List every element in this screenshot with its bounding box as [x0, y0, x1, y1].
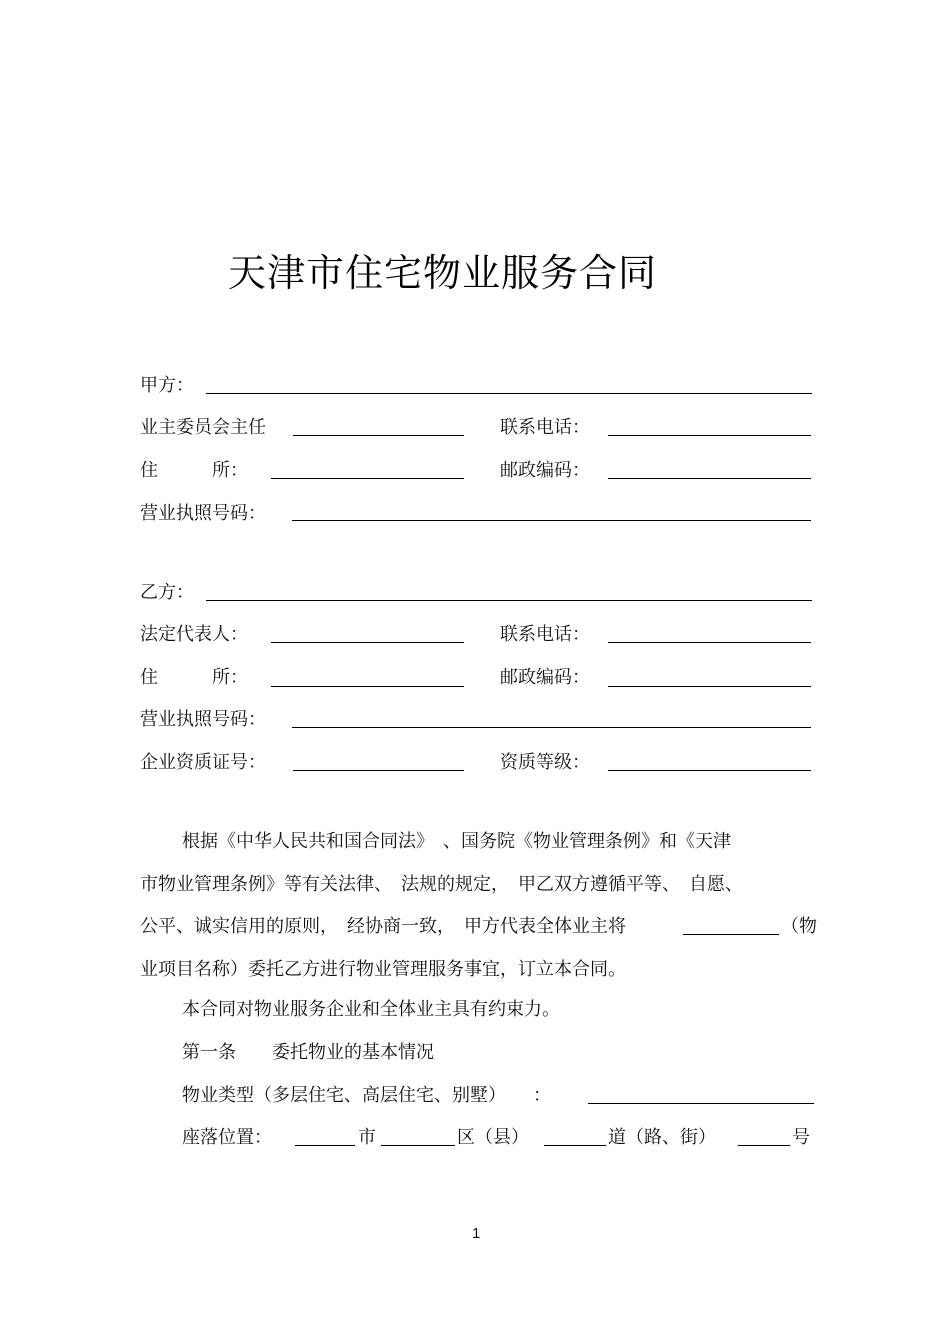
article-heading: 第一条 委托物业的基本情况	[182, 1042, 434, 1063]
body-paragraph-line: 市物业管理条例》等有关法律、 法规的规定， 甲乙双方遵循平等、 自愿、	[140, 874, 743, 895]
party-b-legal-rep-field[interactable]	[271, 642, 464, 643]
district-label: 区（县）	[457, 1127, 529, 1148]
party-b-cert-label: 企业资质证号：	[140, 752, 266, 773]
party-a-license-label: 营业执照号码：	[140, 503, 266, 524]
number-field[interactable]	[738, 1145, 790, 1146]
road-label: 道（路、街）	[608, 1127, 716, 1148]
party-a-label: 甲方：	[140, 375, 194, 396]
party-a-phone-label: 联系电话：	[500, 417, 590, 438]
body-paragraph: 本合同对物业服务企业和全体业主具有约束力。	[182, 999, 560, 1020]
city-label: 市	[358, 1127, 376, 1148]
party-a-chair-field[interactable]	[293, 435, 464, 436]
document-title: 天津市住宅物业服务合同	[228, 251, 658, 295]
party-a-address-label: 住 所：	[140, 460, 248, 481]
party-b-postcode-label: 邮政编码：	[500, 667, 590, 688]
city-field[interactable]	[295, 1145, 355, 1146]
party-b-field[interactable]	[206, 600, 812, 601]
number-label: 号	[792, 1127, 810, 1148]
party-b-address-field[interactable]	[271, 686, 464, 687]
party-b-grade-field[interactable]	[608, 770, 811, 771]
party-b-phone-field[interactable]	[608, 642, 811, 643]
party-b-label: 乙方：	[140, 582, 194, 603]
party-b-cert-field[interactable]	[293, 770, 464, 771]
party-b-legal-rep-label: 法定代表人：	[140, 624, 248, 645]
party-b-license-label: 营业执照号码：	[140, 709, 266, 730]
party-a-license-field[interactable]	[292, 520, 811, 521]
property-type-field[interactable]	[588, 1103, 814, 1104]
project-name-field[interactable]	[683, 934, 779, 935]
district-field[interactable]	[381, 1145, 455, 1146]
body-paragraph-line: （物	[781, 916, 817, 937]
party-a-address-field[interactable]	[271, 478, 464, 479]
party-b-license-field[interactable]	[292, 727, 811, 728]
body-paragraph-line: 根据《中华人民共和国合同法》 、国务院《物业管理条例》和《天津	[182, 831, 731, 852]
party-a-chair-label: 业主委员会主任	[140, 417, 266, 438]
body-paragraph-line: 公平、诚实信用的原则， 经协商一致， 甲方代表全体业主将	[140, 916, 626, 937]
party-a-field[interactable]	[206, 393, 812, 394]
party-a-postcode-label: 邮政编码：	[500, 460, 590, 481]
party-b-address-label: 住 所：	[140, 667, 248, 688]
body-paragraph-line: 业项目名称）委托乙方进行物业管理服务事宜，订立本合同。	[140, 959, 626, 980]
location-label: 座落位置：	[182, 1127, 272, 1148]
party-b-phone-label: 联系电话：	[500, 624, 590, 645]
page-number: 1	[472, 1225, 481, 1242]
party-b-postcode-field[interactable]	[608, 686, 811, 687]
party-b-grade-label: 资质等级：	[500, 752, 590, 773]
property-type-label: 物业类型（多层住宅、高层住宅、别墅） ：	[182, 1085, 551, 1106]
road-field[interactable]	[544, 1145, 606, 1146]
party-a-phone-field[interactable]	[608, 435, 811, 436]
party-a-postcode-field[interactable]	[608, 478, 811, 479]
